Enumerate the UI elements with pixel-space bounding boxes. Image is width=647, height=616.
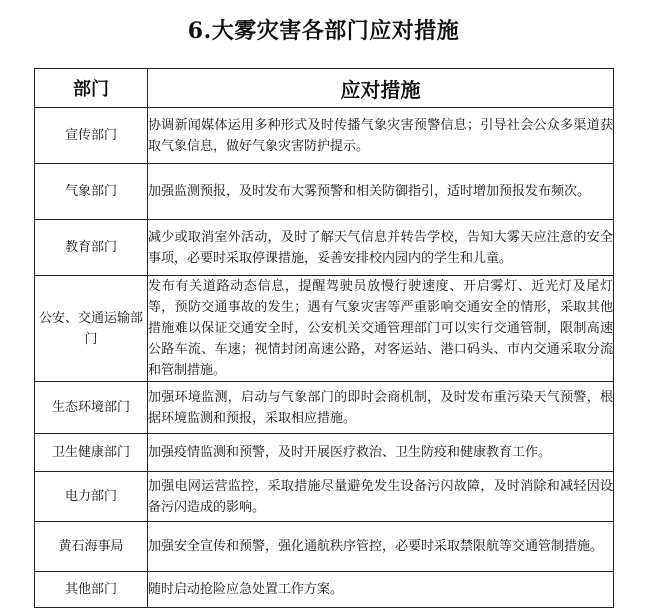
table-row [35, 276, 614, 382]
measure-cell: 加强疫情监测和预警，及时开展医疗救治、卫生防疫和健康教育工作。 [148, 434, 614, 472]
table-row [35, 382, 614, 434]
department-cell: 教育部门 [35, 220, 148, 276]
table-row [35, 220, 614, 276]
document-title: 6.大雾灾害各部门应对措施 [187, 18, 460, 44]
table-row [35, 572, 614, 608]
department-cell: 公安、交通运输部门 [35, 276, 148, 382]
measures-table [34, 68, 614, 608]
department-cell: 黄石海事局 [35, 522, 148, 572]
measure-cell: 加强安全宣传和预警，强化通航秩序管控，必要时采取禁限航等交通管制措施。 [148, 522, 614, 572]
department-cell: 卫生健康部门 [35, 434, 148, 472]
measure-cell: 加强环境监测，启动与气象部门的即时会商机制，及时发布重污染天气预警，根据环境监测和预报，采取相应措施。 [148, 382, 614, 434]
table-row [35, 164, 614, 220]
department-cell: 气象部门 [35, 164, 148, 220]
header-department: 部门 [35, 69, 148, 108]
table-row [35, 522, 614, 572]
department-cell: 宣传部门 [35, 108, 148, 164]
measure-cell: 随时启动抢险应急处置工作方案。 [148, 572, 614, 608]
table-header-row [35, 69, 614, 108]
department-cell: 其他部门 [35, 572, 148, 608]
header-measures: 应对措施 [148, 69, 614, 108]
measure-cell: 加强电网运营监控，采取措施尽量避免发生设备污闪故障，及时消除和减轻因设备污闪造成的影响。 [148, 472, 614, 522]
table-row [35, 472, 614, 522]
table-row [35, 108, 614, 164]
table-row [35, 434, 614, 472]
department-cell: 电力部门 [35, 472, 148, 522]
measure-cell: 减少或取消室外活动，及时了解天气信息并转告学校，告知大雾天应注意的安全事项，必要时采取停课措施，妥善安排校内园内的学生和儿童。 [148, 220, 614, 276]
measure-cell: 发布有关道路动态信息，提醒驾驶员放慢行驶速度、开启雾灯、近光灯及尾灯等，预防交通事故的发生；遇有气象灾害等严重影响交通安全的情形，采取其他措施难以保证交通安全时，公安机关交通管理部门可以实行交通管制，限制高速公路车流、车速；视情封闭高速公路，对客运站、港口码头、市内交通采取分流和管制措施。 [148, 276, 614, 382]
department-cell: 生态环境部门 [35, 382, 148, 434]
measure-cell: 协调新闻媒体运用多种形式及时传播气象灾害预警信息；引导社会公众多渠道获取气象信息，做好气象灾害防护提示。 [148, 108, 614, 164]
measure-cell: 加强监测预报，及时发布大雾预警和相关防御指引，适时增加预报发布频次。 [148, 164, 614, 220]
